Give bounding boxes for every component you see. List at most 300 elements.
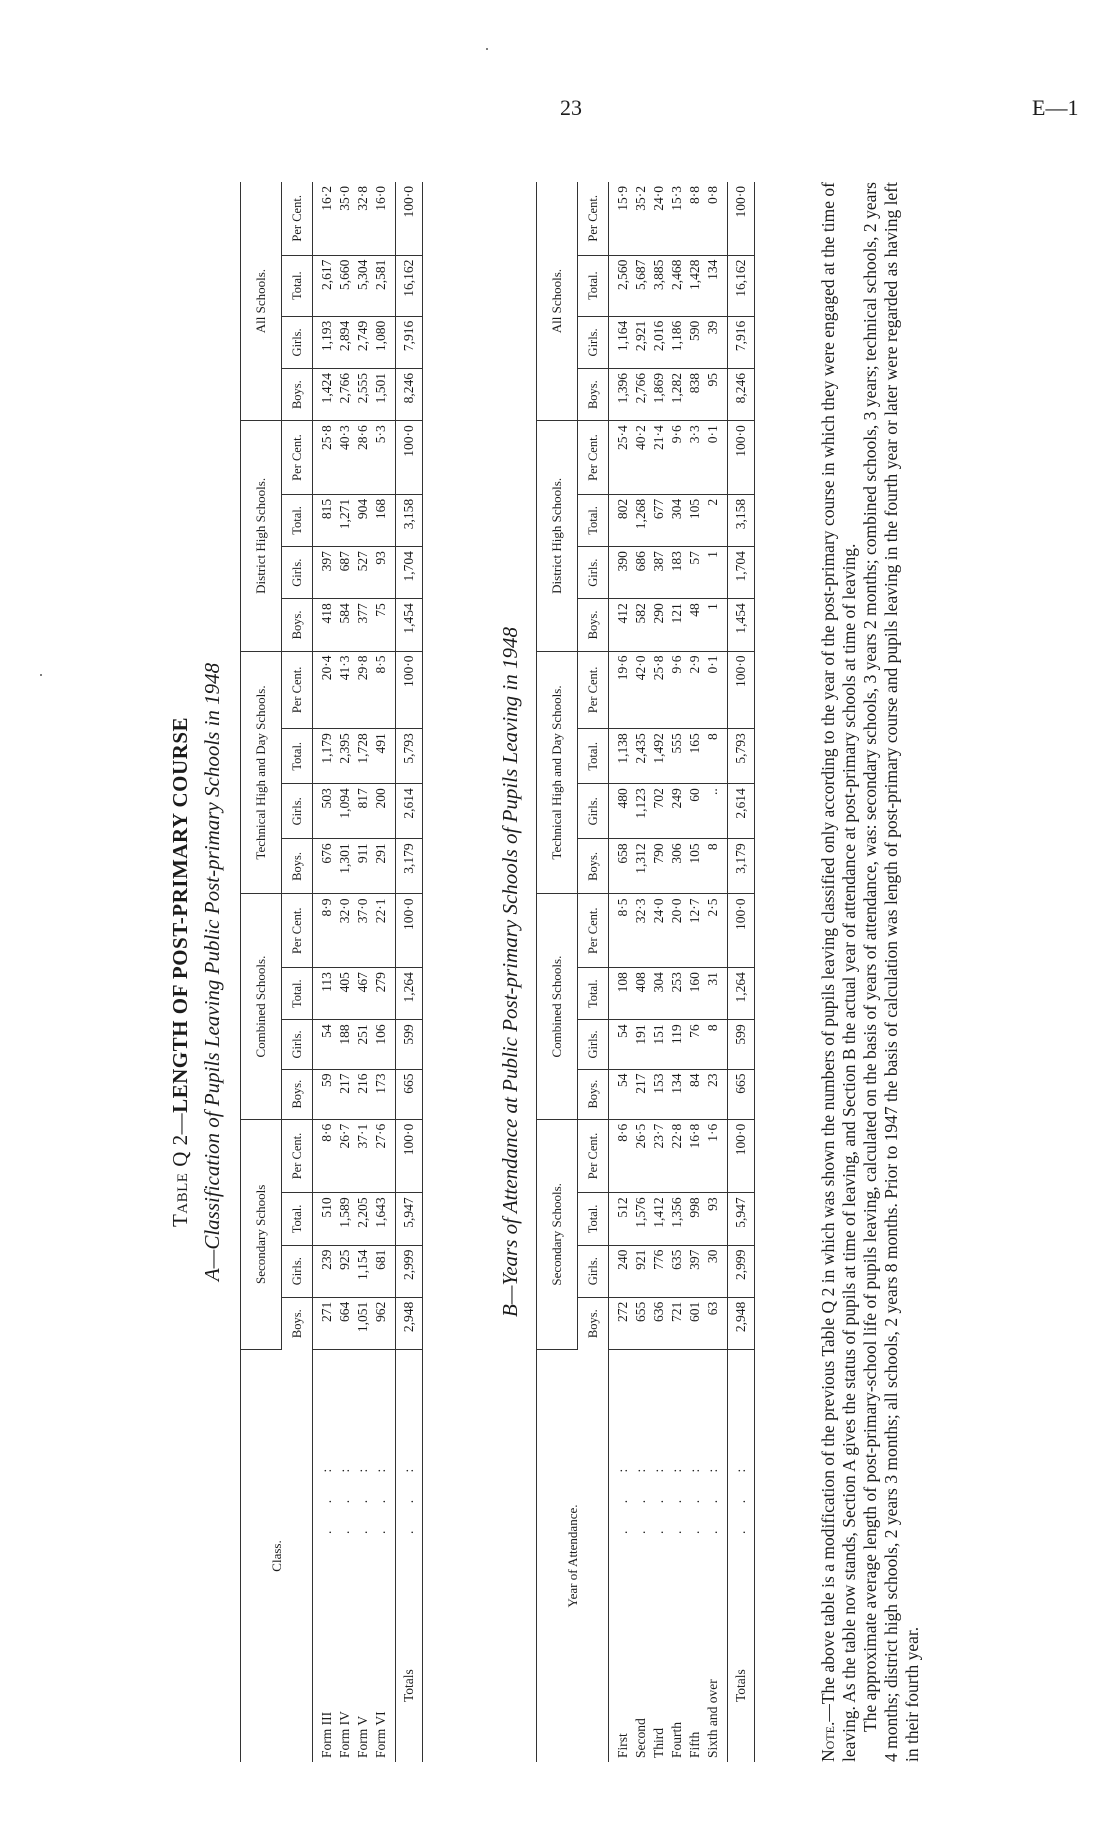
table-cell: 599 xyxy=(728,1020,755,1069)
table-cell: 5,660 xyxy=(336,255,354,316)
table-cell: 0·1 xyxy=(704,651,728,729)
column-header: Per Cent. xyxy=(578,651,609,729)
table-cell: 1,312 xyxy=(632,839,650,894)
table-cell: 19·6 xyxy=(609,651,633,729)
table-cell: 405 xyxy=(336,968,354,1020)
column-header: Girls. xyxy=(282,316,313,368)
table-cell: 687 xyxy=(336,547,354,599)
table-cell: 8,246 xyxy=(396,369,423,421)
table-cell: 1,301 xyxy=(336,839,354,894)
table-cell: 0·1 xyxy=(704,421,728,495)
table-cell: 253 xyxy=(668,968,686,1020)
table-cell: 1,123 xyxy=(632,784,650,839)
table-cell: 35·2 xyxy=(632,182,650,255)
table-cell: 2,999 xyxy=(396,1245,423,1297)
table-cell: 1,282 xyxy=(668,369,686,421)
table-cell: 54 xyxy=(609,1069,633,1119)
table-cell: 1,179 xyxy=(313,729,337,784)
totals-row xyxy=(396,182,423,1762)
table-cell: 408 xyxy=(632,968,650,1020)
column-header: Total. xyxy=(578,729,609,784)
table-cell: 100·0 xyxy=(728,1119,755,1193)
column-header: Boys. xyxy=(282,839,313,894)
table-cell: 21·4 xyxy=(650,421,668,495)
column-header: Total. xyxy=(282,729,313,784)
table-cell: 601 xyxy=(686,1297,704,1349)
table-cell: 15·3 xyxy=(668,182,686,255)
group-header: Combined Schools. xyxy=(241,894,282,1119)
table-cell: 183 xyxy=(668,547,686,599)
table-cell: 8·5 xyxy=(372,651,396,729)
table-cell: 22·8 xyxy=(668,1119,686,1193)
table-cell: 2,016 xyxy=(650,316,668,368)
table-cell: 1,271 xyxy=(336,494,354,546)
table-cell: 291 xyxy=(372,839,396,894)
table-cell: 251 xyxy=(354,1020,372,1069)
table-cell: 390 xyxy=(609,547,633,599)
table-cell: 279 xyxy=(372,968,396,1020)
column-header: Girls. xyxy=(578,547,609,599)
table-cell: 8 xyxy=(704,729,728,784)
table-cell: 681 xyxy=(372,1245,396,1297)
table-cell: 802 xyxy=(609,494,633,546)
table-cell: 60 xyxy=(686,784,704,839)
table-cell: 200 xyxy=(372,784,396,839)
leader-dots: . . : xyxy=(337,1456,352,1534)
table-cell: 1,454 xyxy=(728,599,755,651)
table-cell: 397 xyxy=(313,547,337,599)
row-label: Form IV xyxy=(337,1711,352,1758)
table-cell: 2,948 xyxy=(396,1297,423,1349)
table-cell: 15·9 xyxy=(609,182,633,255)
column-header: Boys. xyxy=(282,1069,313,1119)
main-title xyxy=(168,182,193,1762)
table-cell: 3,179 xyxy=(728,839,755,894)
column-header: Boys. xyxy=(578,1297,609,1349)
table-cell: 1,424 xyxy=(313,369,337,421)
table-cell: 2 xyxy=(704,494,728,546)
table-cell: 63 xyxy=(704,1297,728,1349)
table-cell: 40·2 xyxy=(632,421,650,495)
table-cell: 1 xyxy=(704,599,728,651)
table-cell: 25·8 xyxy=(650,651,668,729)
table-row xyxy=(668,182,686,1762)
table-cell: 24·0 xyxy=(650,182,668,255)
table-cell: 106 xyxy=(372,1020,396,1069)
table-cell: 555 xyxy=(668,729,686,784)
group-header: District High Schools. xyxy=(241,421,282,651)
totals-row xyxy=(728,182,755,1762)
table-cell: 412 xyxy=(609,599,633,651)
row-label: Sixth and over xyxy=(705,1679,720,1758)
column-header: Per Cent. xyxy=(578,421,609,495)
table-cell: 3,179 xyxy=(396,839,423,894)
column-header: Total. xyxy=(282,1193,313,1245)
table-cell: 5,687 xyxy=(632,255,650,316)
table-row xyxy=(609,182,633,1762)
table-row xyxy=(354,182,372,1762)
table-cell: 100·0 xyxy=(396,1119,423,1193)
table-cell: 2·5 xyxy=(704,894,728,968)
leader-dots: . . : xyxy=(633,1456,648,1534)
table-cell: 29·8 xyxy=(354,651,372,729)
table-cell: 1,396 xyxy=(609,369,633,421)
table-cell: 5,947 xyxy=(728,1193,755,1245)
table-cell: 37·1 xyxy=(354,1119,372,1193)
table-cell: 26·5 xyxy=(632,1119,650,1193)
row-label: Fifth xyxy=(687,1731,702,1758)
table-cell: 100·0 xyxy=(396,421,423,495)
table-cell: 815 xyxy=(313,494,337,546)
leader-dots: . . : xyxy=(355,1456,370,1534)
column-header: Per Cent. xyxy=(578,182,609,255)
table-cell: 41·3 xyxy=(336,651,354,729)
table-cell: 249 xyxy=(668,784,686,839)
table-cell: 1,589 xyxy=(336,1193,354,1245)
table-cell: 134 xyxy=(704,255,728,316)
table-cell: 1,704 xyxy=(396,547,423,599)
table-cell: 1,428 xyxy=(686,255,704,316)
note-text-1: —The above table is a modification of the previous Table Q 2 in which was shown the numbers of pupils leaving classified only according to the year of the post-primary course in which they were engaged at the time of leaving. As the table now stands, Section A gives the status of pupils at time of leaving, and Section B the actual year of attendance at post-primary schools at time of leaving. xyxy=(818,182,859,1762)
table-cell: 1,501 xyxy=(372,369,396,421)
table-cell: 32·3 xyxy=(632,894,650,968)
table-cell: 100·0 xyxy=(396,651,423,729)
table-cell: 1 xyxy=(704,547,728,599)
table-cell: 75 xyxy=(372,599,396,651)
row-label: Totals xyxy=(396,1538,423,1762)
table-cell: 1,094 xyxy=(336,784,354,839)
table-cell: 467 xyxy=(354,968,372,1020)
column-header: Boys. xyxy=(578,1069,609,1119)
section-b-table xyxy=(536,182,755,1762)
title-prefix: Table Q 2 xyxy=(168,1134,192,1228)
table-cell: 20·0 xyxy=(668,894,686,968)
table-cell: 8·6 xyxy=(609,1119,633,1193)
table-cell: 16·2 xyxy=(313,182,337,255)
table-cell: 25·8 xyxy=(313,421,337,495)
column-header: Girls. xyxy=(578,1245,609,1297)
leader-dots: . . : xyxy=(319,1456,334,1534)
table-cell: 30 xyxy=(704,1245,728,1297)
table-cell: 3,885 xyxy=(650,255,668,316)
table-cell: 108 xyxy=(609,968,633,1020)
table-cell: 1,492 xyxy=(650,729,668,784)
table-cell: 1,080 xyxy=(372,316,396,368)
table-cell: 24·0 xyxy=(650,894,668,968)
group-header: Technical High and Day Schools. xyxy=(537,651,578,894)
table-cell: 5·3 xyxy=(372,421,396,495)
table-cell: 35·0 xyxy=(336,182,354,255)
row-label: Fourth xyxy=(669,1721,684,1758)
column-header: Girls. xyxy=(282,1020,313,1069)
table-row xyxy=(704,182,728,1762)
row-label: Second xyxy=(633,1718,648,1758)
table-cell: 817 xyxy=(354,784,372,839)
column-header: Per Cent. xyxy=(282,421,313,495)
leader-dots: . . : xyxy=(615,1456,630,1534)
table-cell: 151 xyxy=(650,1020,668,1069)
group-header: All Schools. xyxy=(537,182,578,421)
table-cell: 2,749 xyxy=(354,316,372,368)
column-header: Per Cent. xyxy=(282,1119,313,1193)
table-cell: 635 xyxy=(668,1245,686,1297)
table-cell: 2,894 xyxy=(336,316,354,368)
table-cell: 100·0 xyxy=(728,651,755,729)
table-cell: 16,162 xyxy=(396,255,423,316)
title-main: LENGTH OF POST-PRIMARY COURSE xyxy=(168,716,192,1113)
table-cell: 16·0 xyxy=(372,182,396,255)
rotated-page-content xyxy=(168,182,1068,1762)
table-cell: 590 xyxy=(686,316,704,368)
table-cell: 2·9 xyxy=(686,651,704,729)
table-cell: 2,435 xyxy=(632,729,650,784)
table-cell: 113 xyxy=(313,968,337,1020)
table-cell: 599 xyxy=(396,1020,423,1069)
table-cell: 584 xyxy=(336,599,354,651)
table-cell: 9·6 xyxy=(668,421,686,495)
table-cell: 37·0 xyxy=(354,894,372,968)
table-cell: 1,412 xyxy=(650,1193,668,1245)
table-cell: 377 xyxy=(354,599,372,651)
column-header: Boys. xyxy=(578,839,609,894)
table-cell: 8 xyxy=(704,839,728,894)
column-header: Per Cent. xyxy=(282,182,313,255)
table-cell: 16,162 xyxy=(728,255,755,316)
table-cell: 2,617 xyxy=(313,255,337,316)
table-cell: 1,138 xyxy=(609,729,633,784)
table-cell: 1,264 xyxy=(728,968,755,1020)
table-cell: 418 xyxy=(313,599,337,651)
table-cell: 2,560 xyxy=(609,255,633,316)
column-header: Girls. xyxy=(282,1245,313,1297)
table-cell: 721 xyxy=(668,1297,686,1349)
section-a-title: A—Classification of Pupils Leaving Public Post-primary Schools in 1948 xyxy=(200,662,224,1282)
table-cell: 239 xyxy=(313,1245,337,1297)
print-speck xyxy=(486,48,488,50)
table-cell: 105 xyxy=(686,494,704,546)
print-speck xyxy=(40,674,42,676)
table-cell: 23 xyxy=(704,1069,728,1119)
table-cell: 0·8 xyxy=(704,182,728,255)
table-cell: 271 xyxy=(313,1297,337,1349)
table-cell: 776 xyxy=(650,1245,668,1297)
table-cell: 32·0 xyxy=(336,894,354,968)
table-cell: 387 xyxy=(650,547,668,599)
table-cell: 304 xyxy=(668,494,686,546)
column-header: Boys. xyxy=(578,369,609,421)
table-cell: 290 xyxy=(650,599,668,651)
column-header: Girls. xyxy=(578,784,609,839)
table-cell: 2,999 xyxy=(728,1245,755,1297)
page-reference: E—1 xyxy=(1032,95,1079,120)
table-cell: 510 xyxy=(313,1193,337,1245)
column-header: Total. xyxy=(282,968,313,1020)
leader-dots: . . : xyxy=(651,1456,666,1534)
table-cell: 1,193 xyxy=(313,316,337,368)
table-cell: 54 xyxy=(313,1020,337,1069)
table-cell: 95 xyxy=(704,369,728,421)
table-cell: 503 xyxy=(313,784,337,839)
table-cell: 306 xyxy=(668,839,686,894)
table-cell: 100·0 xyxy=(728,421,755,495)
table-cell: 191 xyxy=(632,1020,650,1069)
table-cell: 790 xyxy=(650,839,668,894)
table-cell: 93 xyxy=(704,1193,728,1245)
table-cell: 491 xyxy=(372,729,396,784)
table-cell: 397 xyxy=(686,1245,704,1297)
table-cell: 1,704 xyxy=(728,547,755,599)
table-cell: 5,947 xyxy=(396,1193,423,1245)
note-label: Note. xyxy=(818,1721,838,1762)
table-cell: 921 xyxy=(632,1245,650,1297)
table-cell: 100·0 xyxy=(396,894,423,968)
table-cell: 1,576 xyxy=(632,1193,650,1245)
column-header: Boys. xyxy=(282,1297,313,1349)
table-cell: 5,793 xyxy=(728,729,755,784)
column-header: Girls. xyxy=(578,1020,609,1069)
table-cell: 1,728 xyxy=(354,729,372,784)
table-cell: 8·5 xyxy=(609,894,633,968)
table-cell: 121 xyxy=(668,599,686,651)
table-cell: 962 xyxy=(372,1297,396,1349)
leader-dots: . . : xyxy=(373,1456,388,1534)
table-cell: 676 xyxy=(313,839,337,894)
table-row xyxy=(686,182,704,1762)
table-cell: 702 xyxy=(650,784,668,839)
group-header: Combined Schools. xyxy=(537,894,578,1119)
row-label: Form V xyxy=(355,1715,370,1758)
column-header: Per Cent. xyxy=(282,894,313,968)
table-cell: 838 xyxy=(686,369,704,421)
table-cell: 173 xyxy=(372,1069,396,1119)
note-paragraph-2: The approximate average length of post-primary-school life of pupils leaving, calculated on the basis of years of attendance, was: secondary schools, 3 years 2 months; combined schools, 3 years; technical schools, 2 years 4 months; district high schools, 2 years 3 months; all schools, 2 years 8 months. Prior to 1947 the basis of calculation was length of post-primary course and pupils leaving in the fourth year or later were regarded as having left in their fourth year. xyxy=(860,182,922,1762)
table-cell: 5,793 xyxy=(396,729,423,784)
table-cell: 677 xyxy=(650,494,668,546)
table-cell: 216 xyxy=(354,1069,372,1119)
table-cell: 1,356 xyxy=(668,1193,686,1245)
section-b-title: B—Years of Attendance at Public Post-primary Schools of Pupils Leaving in 1948 xyxy=(498,626,522,1318)
table-cell: 217 xyxy=(632,1069,650,1119)
table-cell: 2,921 xyxy=(632,316,650,368)
table-cell: 1,268 xyxy=(632,494,650,546)
table-cell: 105 xyxy=(686,839,704,894)
table-cell: 8·8 xyxy=(686,182,704,255)
table-cell: 2,766 xyxy=(632,369,650,421)
row-label: Totals xyxy=(728,1538,755,1762)
table-cell: 42·0 xyxy=(632,651,650,729)
note-paragraph-1 xyxy=(818,182,860,1762)
table-cell: 9·6 xyxy=(668,651,686,729)
table-cell: 100·0 xyxy=(728,894,755,968)
table-cell: 2,614 xyxy=(396,784,423,839)
leader-dots: . . : xyxy=(728,1350,755,1539)
table-cell: 925 xyxy=(336,1245,354,1297)
leader-dots: . . : xyxy=(705,1456,720,1534)
table-cell: 84 xyxy=(686,1069,704,1119)
table-cell: 3,158 xyxy=(728,494,755,546)
group-header: Secondary Schools. xyxy=(537,1119,578,1349)
column-header: Per Cent. xyxy=(282,651,313,729)
table-cell: 2,555 xyxy=(354,369,372,421)
table-cell: 272 xyxy=(609,1297,633,1349)
column-header: Boys. xyxy=(282,369,313,421)
table-cell: 16·8 xyxy=(686,1119,704,1193)
table-cell: 119 xyxy=(668,1020,686,1069)
table-cell: 2,395 xyxy=(336,729,354,784)
table-cell: 2,581 xyxy=(372,255,396,316)
table-cell: 686 xyxy=(632,547,650,599)
column-header: Per Cent. xyxy=(578,1119,609,1193)
table-cell: 168 xyxy=(372,494,396,546)
row-header: Year of Attendance. xyxy=(537,1350,609,1763)
table-cell: 28·6 xyxy=(354,421,372,495)
column-header: Total. xyxy=(282,494,313,546)
table-cell: 512 xyxy=(609,1193,633,1245)
table-cell: 658 xyxy=(609,839,633,894)
group-header: All Schools. xyxy=(241,182,282,421)
table-cell: 2,614 xyxy=(728,784,755,839)
table-cell: 665 xyxy=(728,1069,755,1119)
table-cell: 2,468 xyxy=(668,255,686,316)
table-cell: 26·7 xyxy=(336,1119,354,1193)
table-cell: 165 xyxy=(686,729,704,784)
table-cell: 12·7 xyxy=(686,894,704,968)
group-header: Secondary Schools xyxy=(241,1119,282,1349)
footnote xyxy=(818,182,923,1762)
table-cell: 1,154 xyxy=(354,1245,372,1297)
table-cell: 27·6 xyxy=(372,1119,396,1193)
table-cell: 134 xyxy=(668,1069,686,1119)
table-cell: 25·4 xyxy=(609,421,633,495)
table-cell: 480 xyxy=(609,784,633,839)
table-cell: 582 xyxy=(632,599,650,651)
table-cell: 1,051 xyxy=(354,1297,372,1349)
table-row xyxy=(650,182,668,1762)
column-header: Total. xyxy=(578,255,609,316)
table-cell: 76 xyxy=(686,1020,704,1069)
column-header: Total. xyxy=(282,255,313,316)
table-cell: 59 xyxy=(313,1069,337,1119)
table-cell: 1,164 xyxy=(609,316,633,368)
table-cell: .. xyxy=(704,784,728,839)
table-cell: 1,869 xyxy=(650,369,668,421)
table-cell: 1·6 xyxy=(704,1119,728,1193)
column-header: Total. xyxy=(578,968,609,1020)
table-cell: 8·9 xyxy=(313,894,337,968)
table-cell: 7,916 xyxy=(396,316,423,368)
page-number: 23 xyxy=(560,95,582,120)
table-cell: 40·3 xyxy=(336,421,354,495)
table-cell: 998 xyxy=(686,1193,704,1245)
table-cell: 8 xyxy=(704,1020,728,1069)
column-header: Girls. xyxy=(282,784,313,839)
section-a-table xyxy=(240,182,423,1762)
column-header: Girls. xyxy=(282,547,313,599)
table-cell: 39 xyxy=(704,316,728,368)
table-cell: 31 xyxy=(704,968,728,1020)
table-cell: 93 xyxy=(372,547,396,599)
table-cell: 664 xyxy=(336,1297,354,1349)
row-label: Form III xyxy=(319,1711,334,1758)
row-label: Third xyxy=(651,1728,666,1758)
table-row xyxy=(336,182,354,1762)
table-cell: 665 xyxy=(396,1069,423,1119)
table-cell: 22·1 xyxy=(372,894,396,968)
table-cell: 655 xyxy=(632,1297,650,1349)
group-header: District High Schools. xyxy=(537,421,578,651)
table-cell: 911 xyxy=(354,839,372,894)
table-cell: 304 xyxy=(650,968,668,1020)
